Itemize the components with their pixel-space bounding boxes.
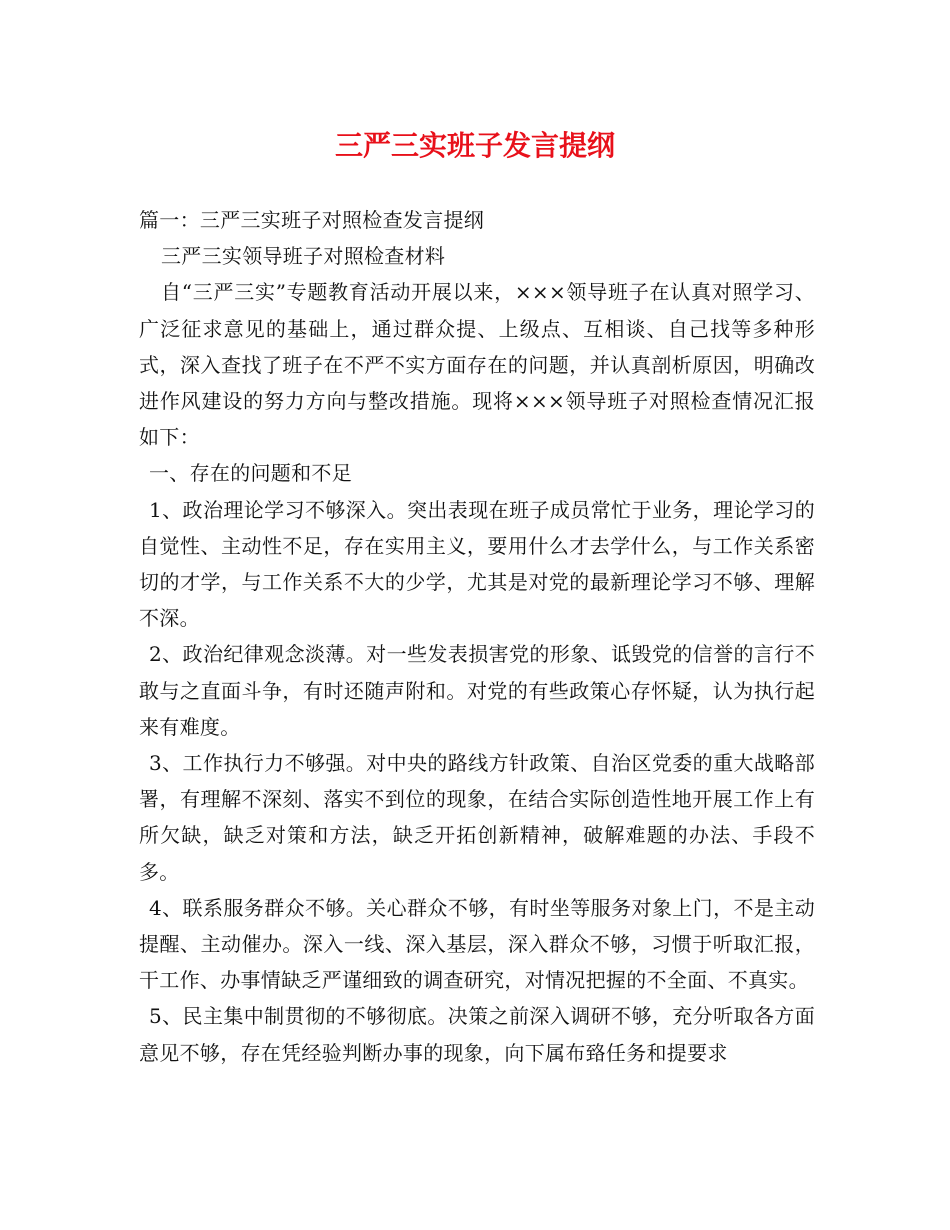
section-heading: 篇一：三严三实班子对照检查发言提纲 [139, 208, 485, 232]
problem-item-2: 2、政治纪律观念淡薄。对一些发表损害党的形象、诋毁党的信誉的言行不敢与之直面斗争，有时还随声附和。对党的有些政策心存怀疑，认为执行起来有难度。 [139, 642, 815, 739]
problem-item-4: 4、联系服务群众不够。关心群众不够，有时坐等服务对象上门，不是主动提醒、主动催办。深入一线、深入基层，深入群众不够，习惯于听取汇报，干工作、办事情缺乏严谨细致的调查研究，对情况把握的不全面、不真实。 [139, 895, 815, 993]
document-body [139, 202, 815, 1071]
problem-item-1: 1、政治理论学习不够深入。突出表现在班子成员常忙于业务，理论学习的自觉性、主动性不足，存在实用主义，要用什么才去学什么，与工作关系密切的才学，与工作关系不大的少学，尤其是对党的最新理论学习不够、理解不深。 [139, 497, 815, 631]
document-title: 三严三实班子发言提纲 [334, 129, 615, 162]
subheading: 三严三实领导班子对照检查材料 [161, 244, 446, 269]
problem-item-5: 5、民主集中制贯彻的不够彻底。决策之前深入调研不够，充分听取各方面意见不够，存在凭经验判断办事的现象，向下属布臵任务和提要求 [139, 1004, 815, 1065]
problem-item-3: 3、工作执行力不够强。对中央的路线方针政策、自治区党委的重大战略部署，有理解不深刻、落实不到位的现象，在结合实际创造性地开展工作上有所欠缺，缺乏对策和方法，缺乏开拓创新精神，破解难题的办法、手段不多。 [139, 751, 815, 884]
intro-paragraph: 自“三严三实”专题教育活动开展以来，×××领导班子在认真对照学习、广泛征求意见的基础上，通过群众提、上级点、互相谈、自己找等多种形式，深入查找了班子在不严不实方面存在的问题，并认真剖析原因，明确改进作风建设的努力方向与整改措施。现将×××领导班子对照检查情况汇报如下： [139, 280, 815, 450]
problems-section-heading: 一、存在的问题和不足 [149, 461, 352, 486]
